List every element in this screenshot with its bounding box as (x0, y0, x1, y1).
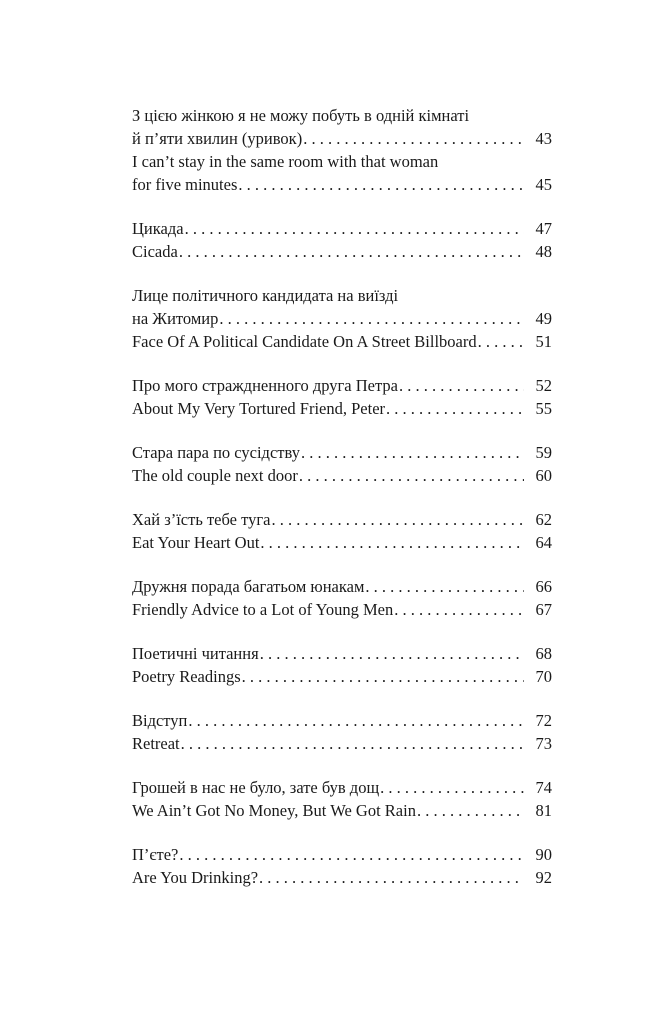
toc-page-number: 49 (535, 309, 552, 328)
toc-page-number: 62 (535, 510, 552, 529)
toc-group (132, 843, 552, 889)
toc-page-number: 68 (535, 644, 552, 663)
toc-entry[interactable] (132, 843, 552, 866)
toc-entry-title: й п’яти хвилин (уривок) (132, 129, 303, 148)
toc-entry-title: на Житомир (132, 309, 219, 328)
toc-entry[interactable] (132, 217, 552, 240)
toc-entry-title: Стара пара по сусідству (132, 443, 300, 462)
toc-entry-title: Eat Your Heart Out (132, 533, 260, 552)
toc-entry-title: П’єте? (132, 845, 179, 864)
dot-leader (260, 531, 524, 554)
toc-page-number: 81 (535, 801, 552, 820)
toc-page-number: 45 (535, 175, 552, 194)
toc-entry-title: Cicada (132, 242, 178, 261)
toc-entry-title: Face Of A Political Candidate On A Street Billboard (132, 332, 477, 351)
toc-entry[interactable] (132, 240, 552, 263)
toc-entry-title: Відступ (132, 711, 188, 730)
toc-entry[interactable] (132, 866, 552, 889)
toc-entry-title: Цикада (132, 219, 184, 238)
toc-entry-title-line: Лице політичного кандидата на виїзді (132, 286, 399, 305)
dot-leader (365, 575, 524, 598)
dot-leader (260, 642, 524, 665)
toc-entry[interactable] (132, 374, 552, 397)
toc-entry[interactable] (132, 642, 552, 665)
toc-group (132, 284, 552, 353)
toc-entry[interactable] (132, 441, 552, 464)
toc-page-number: 90 (535, 845, 552, 864)
toc-group (132, 104, 552, 196)
toc-entry-title: Грошей в нас не було, зате був дощ (132, 778, 380, 797)
toc-page-number: 74 (535, 778, 552, 797)
toc-entry-title: Friendly Advice to a Lot of Young Men (132, 600, 394, 619)
toc-page-number: 52 (535, 376, 552, 395)
dot-leader (417, 799, 524, 822)
toc-group (132, 575, 552, 621)
toc-entry[interactable] (132, 575, 552, 598)
toc-entry-title: About My Very Tortured Friend, Peter (132, 399, 386, 418)
dot-leader (188, 709, 524, 732)
toc-entry[interactable] (132, 508, 552, 531)
toc-group (132, 642, 552, 688)
toc-group (132, 217, 552, 263)
toc-entry[interactable] (132, 732, 552, 755)
toc-entry-title: Are You Drinking? (132, 868, 259, 887)
dot-leader (185, 217, 524, 240)
toc-page-number: 59 (535, 443, 552, 462)
toc-page-number: 73 (535, 734, 552, 753)
toc-entry[interactable] (132, 665, 552, 688)
dot-leader (394, 598, 524, 621)
dot-leader (179, 843, 524, 866)
dot-leader (303, 127, 524, 150)
toc-page-number: 55 (535, 399, 552, 418)
toc-entry-title: The old couple next door (132, 466, 298, 485)
toc-entry[interactable] (132, 709, 552, 732)
toc-page-number: 64 (535, 533, 552, 552)
toc-page-number: 43 (535, 129, 552, 148)
toc-entry[interactable] (132, 776, 552, 799)
toc-entry-title: Хай з’їсть тебе туга (132, 510, 271, 529)
toc-page-number: 66 (535, 577, 552, 596)
toc-page-number: 51 (535, 332, 552, 351)
dot-leader (399, 374, 524, 397)
table-of-contents (132, 104, 552, 910)
toc-group (132, 508, 552, 554)
toc-entry-title: for five minutes (132, 175, 238, 194)
dot-leader (259, 866, 524, 889)
toc-entry-title-line: I can’t stay in the same room with that woman (132, 152, 439, 171)
dot-leader (219, 307, 524, 330)
toc-entry[interactable] (132, 799, 552, 822)
dot-leader (380, 776, 524, 799)
toc-entry-title: Дружня порада багатьом юнакам (132, 577, 365, 596)
dot-leader (181, 732, 524, 755)
toc-page-number: 60 (535, 466, 552, 485)
toc-entry-title-line: З цією жінкою я не можу побуть в одній кімнаті (132, 106, 470, 125)
toc-entry[interactable] (132, 307, 552, 330)
toc-group (132, 709, 552, 755)
dot-leader (301, 441, 524, 464)
toc-entry[interactable] (132, 127, 552, 150)
toc-page-number: 92 (535, 868, 552, 887)
dot-leader (386, 397, 524, 420)
toc-page-number: 48 (535, 242, 552, 261)
dot-leader (299, 464, 524, 487)
toc-entry-title: Про мого страждненного друга Петра (132, 376, 398, 395)
toc-page-number: 47 (535, 219, 552, 238)
toc-entry[interactable] (132, 173, 552, 196)
toc-entry[interactable] (132, 330, 552, 353)
toc-group (132, 776, 552, 822)
toc-page-number: 72 (535, 711, 552, 730)
toc-page-number: 70 (535, 667, 552, 686)
dot-leader (179, 240, 524, 263)
dot-leader (238, 173, 524, 196)
toc-entry-title: Поетичні читання (132, 644, 259, 663)
toc-group (132, 441, 552, 487)
toc-entry[interactable] (132, 464, 552, 487)
toc-entry[interactable] (132, 598, 552, 621)
toc-entry[interactable] (132, 397, 552, 420)
dot-leader (478, 330, 524, 353)
toc-entry-title: Poetry Readings (132, 667, 241, 686)
toc-entry-title: We Ain’t Got No Money, But We Got Rain (132, 801, 416, 820)
dot-leader (242, 665, 524, 688)
dot-leader (271, 508, 524, 531)
toc-entry-title: Retreat (132, 734, 180, 753)
toc-group (132, 374, 552, 420)
toc-page-number: 67 (535, 600, 552, 619)
toc-entry[interactable] (132, 531, 552, 554)
